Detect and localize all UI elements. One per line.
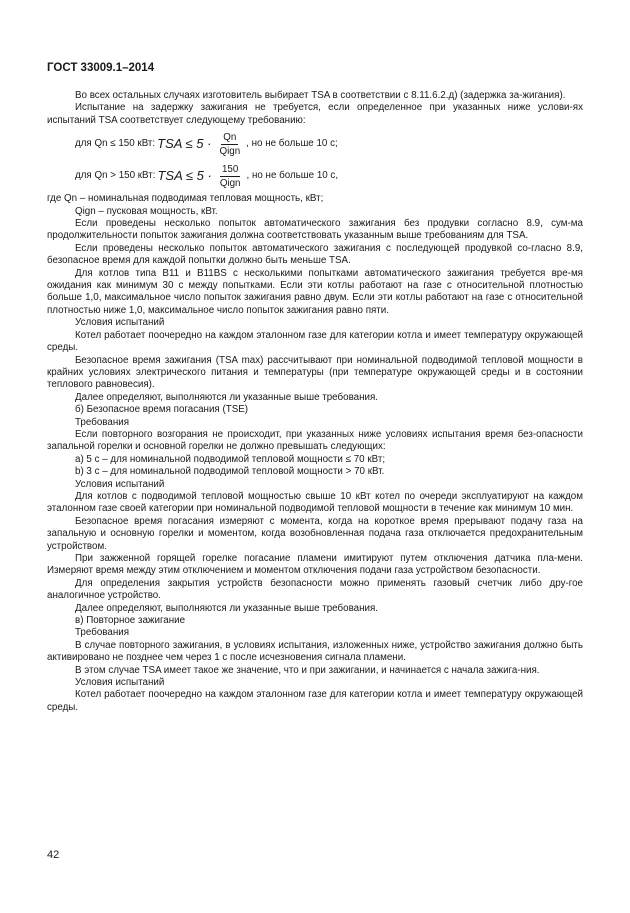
fraction-denominator: Qign [219,177,241,189]
formula-tail: , но не больше 10 с, [246,170,339,182]
formula-fraction [217,131,242,158]
section-heading: б) Безопасное время погасания (TSE) [75,404,249,416]
paragraph: В этом случае TSA имеет такое же значение, что и при зажигании, и начинается с начала зажига-ния. [75,664,540,676]
paragraph: Безопасное время зажигания (TSA max) рассчитывают при номинальной подводимой тепловой мощности в крайних условиях электрического питания и температуры (при температуре окружающей среды и в состоянии теплового равновесия). [47,354,583,391]
page-number: 42 [47,849,60,861]
formula-2 [47,161,583,191]
fraction-numerator: Qn [223,131,237,143]
paragraph: Если повторного возгорания не происходит, при указанных ниже условиях испытания время без-опасности запальной горелки и основной горелки не должно превышать следующих: [47,428,583,453]
document-header: ГОСТ 33009.1–2014 [47,62,155,74]
section-heading: Требования [75,416,130,428]
paragraph: Для определения закрытия устройств безопасности можно применять газовый счетчик либо дру-гое аналогичное устройство. [47,577,583,602]
list-item: b) 3 с – для номинальной подводимой тепловой мощности > 70 кВт. [75,466,385,478]
formula-condition: для Qn ≤ 150 кВт: [75,138,156,150]
section-heading: Условия испытаний [75,677,165,689]
section-heading: Требования [75,627,130,639]
section-heading: в) Повторное зажигание [75,615,186,627]
paragraph: Далее определяют, выполняются ли указанные выше требования. [75,602,379,614]
paragraph: В случае повторного зажигания, в условиях испытания, изложенных ниже, устройство зажигания должно быть активировано не позднее чем через 1 с после исчезновения сигнала пламени. [47,639,583,664]
paragraph: Безопасное время погасания измеряют с момента, когда на короткое время прерывают подачу газа на запальную и основную горелки и моментом, когда возобновленная подача газа отключается предохранительным устройством. [47,515,583,552]
fraction-denominator: Qign [219,145,241,157]
formula-condition: для Qn > 150 кВт: [75,170,156,182]
paragraph: Далее определяют, выполняются ли указанные выше требования. [75,391,379,403]
list-item: а) 5 с – для номинальной подводимой тепловой мощности ≤ 70 кВт; [75,453,386,465]
paragraph: Если проведены несколько попыток автоматического зажигания с последующей продувкой со-гласно 8.9, безопасное время для каждой попытки должно быть меньше TSA. [47,242,583,267]
paragraph: Котел работает поочередно на каждом эталонном газе для категории котла и имеет температуру окружающей среды. [47,689,583,713]
paragraph: Испытание на задержку зажигания не требуется, если определенное при указанных ниже услови-ях испытаний TSA соответствует следующему требованию: [47,102,583,126]
formula-tail: , но не больше 10 с; [246,138,338,150]
paragraph: где Qn – номинальная подводимая тепловая мощность, кВт; [47,193,324,205]
formula-lhs: TSA ≤ 5 · [157,136,212,152]
paragraph: При зажженной горящей горелке погасание пламени имитируют путем отключения датчика пла-мени. Измеряют время между этим отключением и моментом отключения подачи газа устройством безопасности. [47,553,583,577]
paragraph: Во всех остальных случаях изготовитель выбирает TSA в соответствии с 8.11.6.2.д) (задержка за-жигания). [75,90,566,101]
paragraph: Для котлов типа B11 и B11BS с несколькими попытками автоматического зажигания требуется вре-мя ожидания как минимум 30 с между попытками. Если эти котлы работают на газе с относительной плотностью больше 1,0, максимальное число попыток зажигания равно двум. Если эти котлы работают на газе с относительной плотностью ниже 1,0, максимальное число попыток зажигания равно пяти. [47,267,583,316]
paragraph: Для котлов с подводимой тепловой мощностью свыше 10 кВт котел по очереди эксплуатируют на каждом эталонном газе своей категории при номинальной подводимой тепловой мощности в течение как минимум 10 мин. [47,490,583,515]
section-heading: Условия испытаний [75,317,165,329]
formula-lhs: TSA ≤ 5 · [157,168,212,184]
paragraph: Котел работает поочередно на каждом эталонном газе для категории котла и имеет температуру окружающей среды. [47,329,583,354]
fraction-numerator: 150 [221,163,239,175]
page-body [47,90,583,714]
section-heading: Условия испытаний [75,478,165,490]
formula-fraction [218,163,243,190]
paragraph: Qign – пусковая мощность, кВт. [75,205,218,217]
paragraph: Если проведены несколько попыток автоматического зажигания без продувки согласно 8.9, сум-ма продолжительности попыток зажигания должна соответствовать указанным выше требованиям для TSA. [47,218,583,242]
formula-1 [47,129,583,159]
